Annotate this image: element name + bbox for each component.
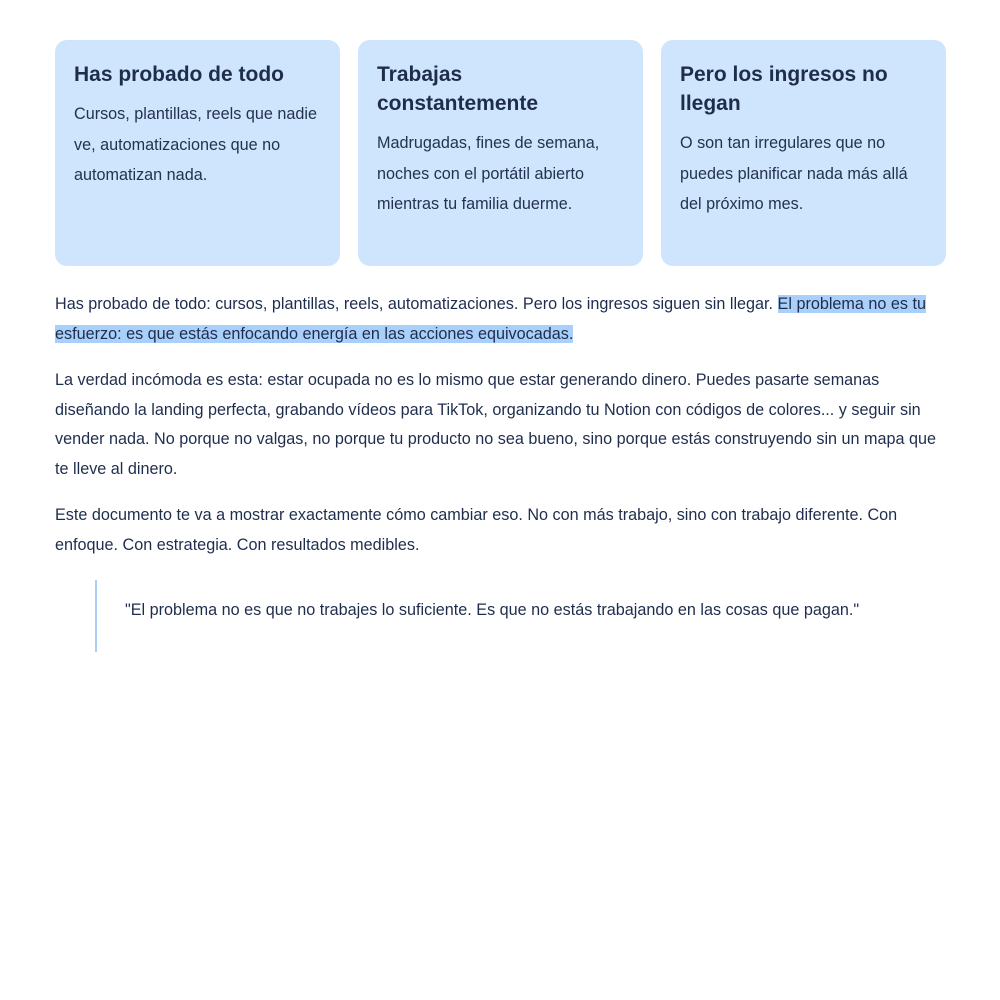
pull-quote: "El problema no es que no trabajes lo suficiente. Es que no estás trabajando en las cosas que pagan." xyxy=(95,580,906,652)
card-title: Has probado de todo xyxy=(74,63,284,86)
card-body: O son tan irregulares que no puedes planificar nada más allá del próximo mes. xyxy=(680,134,908,213)
body-paragraph-truth: La verdad incómoda es esta: estar ocupada no es lo mismo que estar generando dinero. Puedes pasarte semanas diseñando la landing perfecta, grabando vídeos para TikTok, organizando tu Notion con códigos de colores... y seguir sin vender nada. No porque no valgas, no porque tu producto no sea bueno, sino porque estás construyendo sin un mapa que te lleve al dinero. xyxy=(55,371,937,478)
card-tried-everything xyxy=(55,40,340,266)
intro-paragraph xyxy=(55,290,946,349)
card-working-constantly xyxy=(358,40,643,266)
card-no-income xyxy=(661,40,946,266)
pain-point-cards xyxy=(55,40,946,266)
intro-text: Has probado de todo: cursos, plantillas, reels, automatizaciones. Pero los ingresos siguen sin llegar. xyxy=(55,295,778,313)
body-paragraph-document: Este documento te va a mostrar exactamente cómo cambiar eso. No con más trabajo, sino con trabajo diferente. Con enfoque. Con estrategia. Con resultados medibles. xyxy=(55,506,898,554)
card-title: Trabajas constantemente xyxy=(377,63,539,115)
card-body: Cursos, plantillas, reels que nadie ve, automatizaciones que no automatizan nada. xyxy=(74,105,317,184)
highlighted-text-selection[interactable]: El problema no es tu esfuerzo: es que estás enfocando energía en las acciones equivocadas. xyxy=(55,295,927,343)
card-title: Pero los ingresos no llegan xyxy=(680,63,888,115)
card-body: Madrugadas, fines de semana, noches con el portátil abierto mientras tu familia duerme. xyxy=(377,134,600,213)
